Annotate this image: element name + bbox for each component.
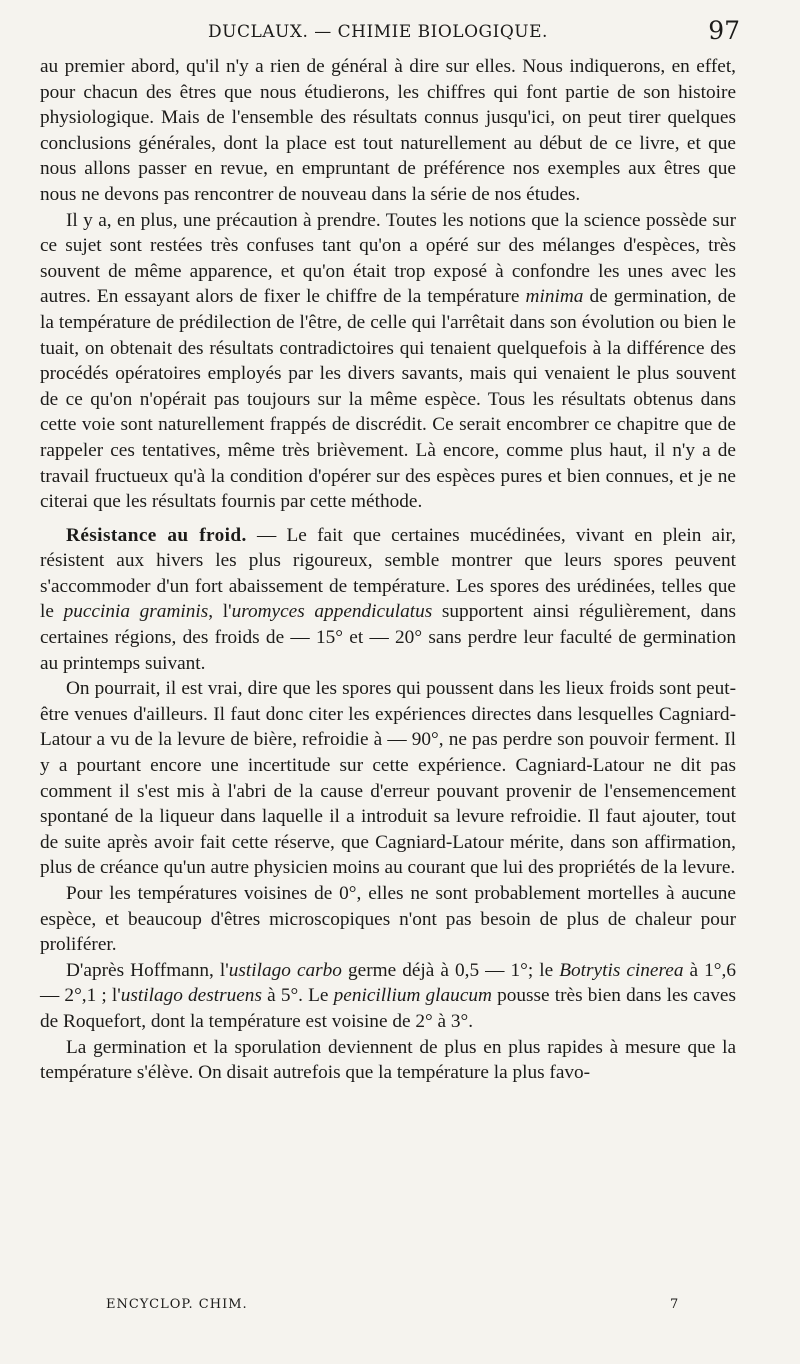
italic-term: Botrytis cinerea [559, 959, 684, 981]
paragraph: au premier abord, qu'il n'y a rien de général à dire sur elles. Nous indiquerons, en effet, pour chacun des êtres que nous étudierons, les chiffres qui font partie de son histoire physiologique. Mais de l'ensemble des résultats connus jusqu'ici, on peut tirer quelques conclusions générales, dont la place est tout naturellement au début de ce livre, et que nous allons passer en revue, en empruntant de préférence nos exemples aux êtres que nous ne devons pas rencontrer de nouveau dans la série de nos études. [40, 56, 736, 205]
paragraph: La germination et la sporulation deviennent de plus en plus rapides à mesure que la température s'élève. On disait autrefois que la température la plus favo- [40, 1036, 736, 1084]
running-title: DUCLAUX. — CHIMIE BIOLOGIQUE. [208, 22, 548, 42]
italic-term: minima [525, 286, 584, 308]
page-body [40, 54, 736, 1086]
section-heading: Résistance au froid. [66, 524, 247, 546]
page-footer [40, 1297, 740, 1321]
italic-term: ustilago destruens [120, 985, 262, 1007]
italic-term: penicillium glaucum [333, 985, 492, 1007]
paragraph: Pour les températures voisines de 0°, elles ne sont probablement mortelles à aucune espèce, et beaucoup d'êtres microscopiques n'ont pas besoin de plus de chaleur pour proliférer. [40, 883, 736, 956]
running-header [40, 14, 740, 48]
paragraph: On pourrait, il est vrai, dire que les spores qui poussent dans les lieux froids sont peut-être venues d'ailleurs. Il faut donc citer les expériences directes dans lesquelles Cagniard-Latour a vu de la levure de bière, refroidie à — 90°, ne pas perdre son pouvoir ferment. Il y a pourtant encore une incertitude sur cette expérience. Cagniard-Latour ne dit pas comment il s'est mis à l'abri de la cause d'erreur pouvant provenir de l'ensemencement spontané de la liqueur dans laquelle il a introduit sa levure refroidie. Il faut ajouter, tout de suite après avoir fait cette réserve, que Cagniard-Latour mérite, dans son affirmation, plus de créance qu'un autre physicien moins au courant que lui des propriétés de la levure. [40, 678, 736, 879]
paragraph: D'après Hoffmann, l'ustilago carbo germe déjà à 0,5 — 1°; le Botrytis cinerea à 1°,6 — 2°,1 ; l'ustilago destruens à 5°. Le penicillium glaucum pousse très bien dans les caves de Roquefort, dont la température est voisine de 2° à 3°. [40, 959, 736, 1032]
sheet-number: 7 [670, 1297, 680, 1312]
section-paragraph: Résistance au froid. — Le fait que certaines mucédinées, vivant en plein air, résistent aux hivers les plus rigoureux, semble montrer que leurs spores peuvent s'accommoder d'un fort abaissement de température. Les spores des urédinées, telles que le puccinia graminis, l'uromyces appendiculatus supportent ainsi régulièrement, dans certaines régions, des froids de — 15° et — 20° sans perdre leur faculté de germination au printemps suivant. [40, 524, 736, 674]
page-number: 97 [708, 16, 740, 45]
paragraph: Il y a, en plus, une précaution à prendre. Toutes les notions que la science possède sur ce sujet sont restées très confuses tant qu'on a opéré sur des mélanges d'espèces, très souvent de même apparence, et qu'on était trop exposé à confondre les unes avec les autres. En essayant alors de fixer le chiffre de la température minima de germination, de la température de prédilection de l'être, de celle qui l'arrêtait dans son évolution ou bien le tuait, on obtenait des résultats contradictoires qui tenaient quelquefois à la différence des procédés opératoires employés par les divers savants, mais qui venaient le plus souvent de ce qu'on n'opérait pas toujours sur la même espèce. Tous les résultats obtenus dans cette voie sont naturellement frappés de discrédit. Ce serait encombrer ce chapitre que de rappeler ces tentatives, même très brièvement. Là encore, comme plus haut, il n'y a de travail fructueux qu'à la condition d'opérer sur des espèces pures et bien connues, et je ne citerai que les résultats fournis par cette méthode. [40, 209, 736, 513]
italic-term: uromyces appendiculatus [231, 601, 433, 623]
italic-term: puccinia graminis [63, 601, 209, 623]
footer-signature: ENCYCLOP. CHIM. [106, 1297, 248, 1312]
italic-term: ustilago carbo [228, 959, 342, 981]
